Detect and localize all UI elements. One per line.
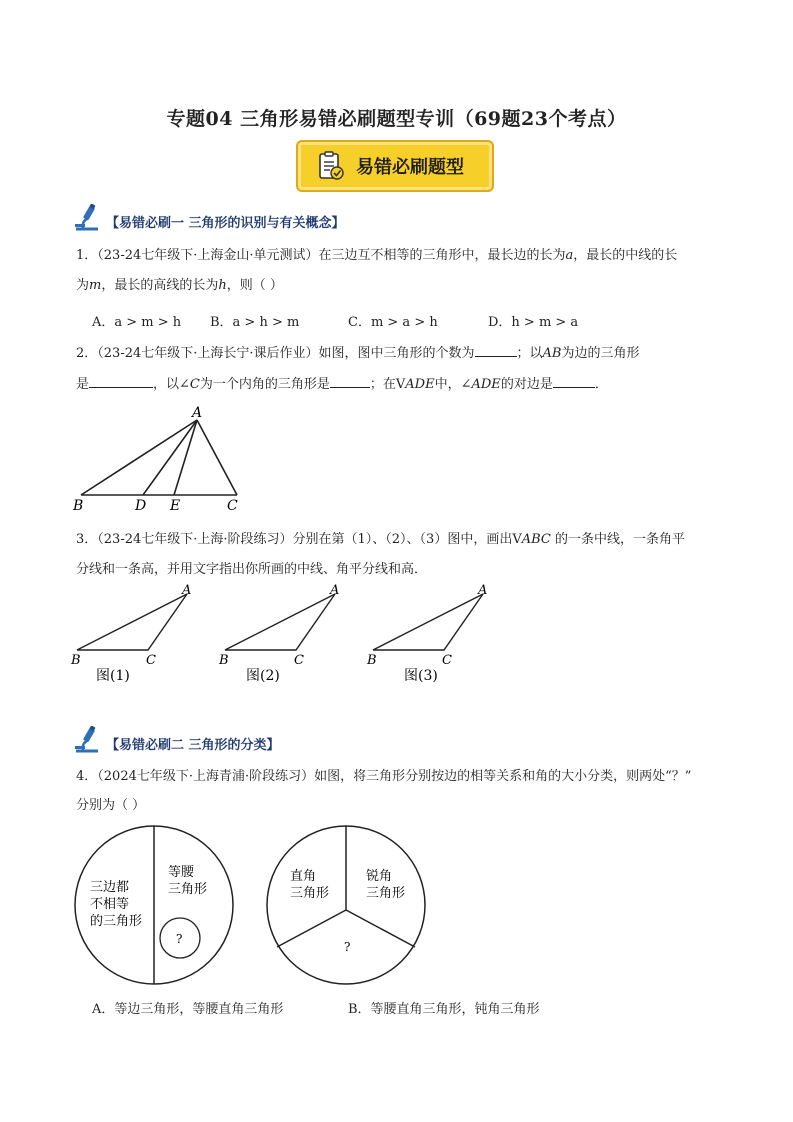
svg-text:A: A: [478, 583, 488, 598]
variable-m: m: [89, 278, 102, 293]
q1-option-d[interactable]: D．h > m > a: [488, 315, 579, 330]
svg-text:C: C: [442, 653, 452, 668]
q3-figure-3: [366, 582, 496, 682]
page-title: 专题04 三角形易错必刷题型专训（69题23个考点）: [166, 108, 627, 130]
point-b-label: B: [73, 498, 84, 514]
svg-text:A: A: [330, 583, 340, 598]
segment-ac: [197, 420, 237, 495]
svg-text:A: A: [182, 583, 192, 598]
section-header-1: 【易错必刷一 三角形的识别与有关概念】: [106, 216, 345, 231]
q3-figure-1: [70, 582, 200, 682]
figure-caption: 图(3): [404, 668, 438, 682]
svg-text:C: C: [146, 653, 156, 668]
q4-circle-by-angles: [262, 822, 428, 988]
svg-text:三角形: 三角形: [366, 886, 406, 901]
svg-text:三角形: 三角形: [168, 882, 208, 897]
figure-caption: 图(2): [246, 668, 280, 682]
svg-text:不相等: 不相等: [90, 897, 130, 912]
q1-option-c[interactable]: C．m > a > h: [348, 315, 438, 330]
question-3: 3．（23-24七年级下·上海·阶段练习）分别在第（1）、（2）、（3）图中，画出VABC 的一条中线，一条角平: [76, 532, 685, 547]
q4-option-b[interactable]: B．等腰直角三角形，钝角三角形: [348, 1002, 540, 1017]
segment-ad: [143, 420, 197, 495]
microscope-icon: [72, 726, 102, 754]
question-4: 4．（2024七年级下·上海青浦·阶段练习）如图，将三角形分别按边的相等关系和角的大小分类，则两处“？”: [76, 769, 692, 784]
q2-triangle-figure: [70, 402, 250, 514]
svg-text:三边都: 三边都: [90, 880, 130, 895]
question-3-line2: 分线和一条高，并用文字指出你所画的中线、角平分线和高．: [76, 562, 428, 577]
svg-text:三角形: 三角形: [290, 886, 330, 901]
answer-blank-2[interactable]: [89, 373, 153, 388]
svg-text:B: B: [219, 653, 229, 668]
svg-text:直角: 直角: [290, 869, 317, 884]
q4-circle-by-sides: [72, 822, 238, 988]
question-1: 1．（23-24七年级下·上海金山·单元测试）在三边互不相等的三角形中，最长边的长为a，最长的中线的长: [76, 248, 678, 263]
q3-figure-2: [218, 582, 348, 682]
variable-a: a: [565, 248, 574, 263]
svg-text:等腰: 等腰: [168, 865, 195, 880]
q1-option-b[interactable]: B．a > h > m: [210, 315, 300, 330]
segment-ae: [174, 420, 197, 495]
microscope-icon: [72, 204, 102, 232]
answer-blank-4[interactable]: [553, 373, 595, 388]
question-2-line2: 是 ，以∠C为一个内角的三角形是 ；在VADE中，∠ADE的对边是 ．: [76, 373, 608, 395]
svg-text:C: C: [294, 653, 304, 668]
svg-text:锐角: 锐角: [366, 869, 393, 884]
answer-blank-3[interactable]: [330, 373, 370, 388]
question-mark: ?: [344, 940, 351, 954]
figure-caption: 图(1): [96, 668, 130, 682]
svg-text:B: B: [71, 653, 81, 668]
answer-blank-1[interactable]: [475, 342, 517, 357]
variable-h: h: [218, 278, 227, 293]
question-mark: ?: [176, 932, 183, 946]
point-d-label: D: [135, 498, 147, 514]
q1-option-a[interactable]: A．a > m > h: [92, 315, 182, 330]
question-1-line2: 为m，最长的高线的长为h，则（ ）: [76, 278, 283, 293]
q4-option-a[interactable]: A．等边三角形，等腰直角三角形: [92, 1002, 284, 1017]
clipboard-check-icon: [318, 151, 344, 181]
segment-ab: [81, 420, 197, 495]
point-a-label: A: [192, 405, 203, 421]
svg-text:B: B: [367, 653, 377, 668]
svg-text:的三角形: 的三角形: [90, 914, 143, 929]
point-e-label: E: [170, 498, 181, 514]
banner-label: 易错必刷题型: [356, 157, 464, 178]
question-4-line2: 分别为（ ）: [76, 798, 146, 813]
section-header-2: 【易错必刷二 三角形的分类】: [106, 738, 280, 753]
topic-banner: [296, 140, 494, 192]
question-2: 2．（23-24七年级下·上海长宁·课后作业）如图，图中三角形的个数为 ；以AB为边的三角形: [76, 342, 640, 364]
point-c-label: C: [227, 498, 238, 514]
